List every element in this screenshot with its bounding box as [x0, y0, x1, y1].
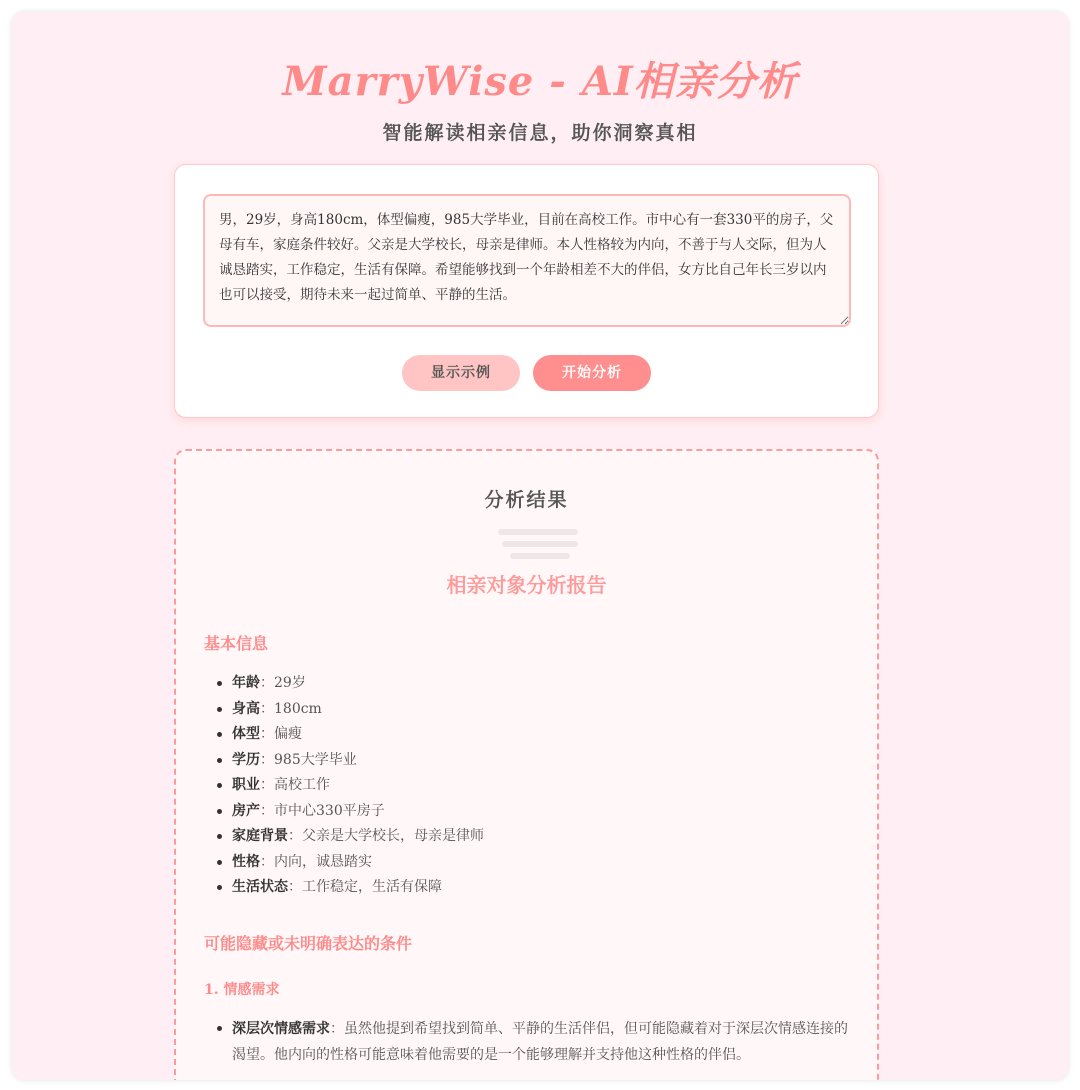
info-value: ：180cm	[260, 700, 322, 717]
list-item	[232, 824, 852, 850]
info-key: 性格	[232, 853, 260, 870]
info-value: ：工作稳定，生活有保障	[288, 879, 442, 895]
info-key: 年龄	[232, 675, 260, 691]
info-value: ：985大学毕业	[260, 751, 357, 768]
result-card	[174, 449, 879, 1080]
emotional-needs-title: 1. 情感需求	[204, 982, 280, 998]
info-value: ：市中心330平房子	[260, 802, 385, 819]
basic-info-list	[232, 671, 852, 901]
list-item	[232, 1016, 852, 1068]
detail-value: ：虽然他提到希望找到简单、平静的生活伴侣，但可能隐藏着对于深层次情感连接的渴望。他内向的性格可能意味着他需要的是一个能够理解并支持他这种性格的伴侣。	[232, 1021, 848, 1063]
list-item	[232, 875, 852, 901]
emotional-needs-list	[232, 1016, 852, 1068]
list-item	[232, 799, 852, 825]
info-value: ：父亲是大学校长，母亲是律师	[288, 828, 484, 844]
result-heading: 分析结果	[484, 489, 569, 511]
list-item	[232, 722, 852, 748]
list-item	[232, 697, 852, 723]
basic-info-title: 基本信息	[204, 634, 269, 653]
app-title: MarryWise - AI相亲分析	[282, 58, 798, 105]
list-item	[232, 850, 852, 876]
start-analysis-button[interactable]: 开始分析	[533, 355, 651, 391]
info-value: ：内向，诚恳踏实	[260, 853, 372, 870]
info-value: ：高校工作	[260, 777, 330, 793]
info-value: ：29岁	[260, 675, 306, 691]
show-example-button[interactable]: 显示示例	[402, 355, 520, 391]
detail-key: 深层次情感需求	[232, 1021, 330, 1037]
hidden-conditions-title: 可能隐藏或未明确表达的条件	[204, 934, 413, 953]
info-key: 学历	[232, 751, 260, 768]
info-key: 身高	[232, 700, 260, 717]
info-value: ：偏瘦	[260, 726, 302, 742]
info-key: 体型	[232, 726, 260, 742]
app-page	[12, 12, 1068, 1080]
profile-input[interactable]	[203, 194, 851, 327]
report-title: 相亲对象分析报告	[446, 573, 607, 597]
info-key: 生活状态	[232, 879, 288, 895]
info-key: 房产	[232, 802, 260, 819]
watermark-logo	[498, 529, 582, 571]
app-subtitle: 智能解读相亲信息，助你洞察真相	[382, 122, 698, 144]
input-card	[174, 164, 879, 418]
info-key: 家庭背景	[232, 828, 288, 844]
list-item	[232, 773, 852, 799]
button-row	[175, 355, 878, 391]
list-item	[232, 748, 852, 774]
list-item	[232, 671, 852, 697]
info-key: 职业	[232, 777, 260, 793]
